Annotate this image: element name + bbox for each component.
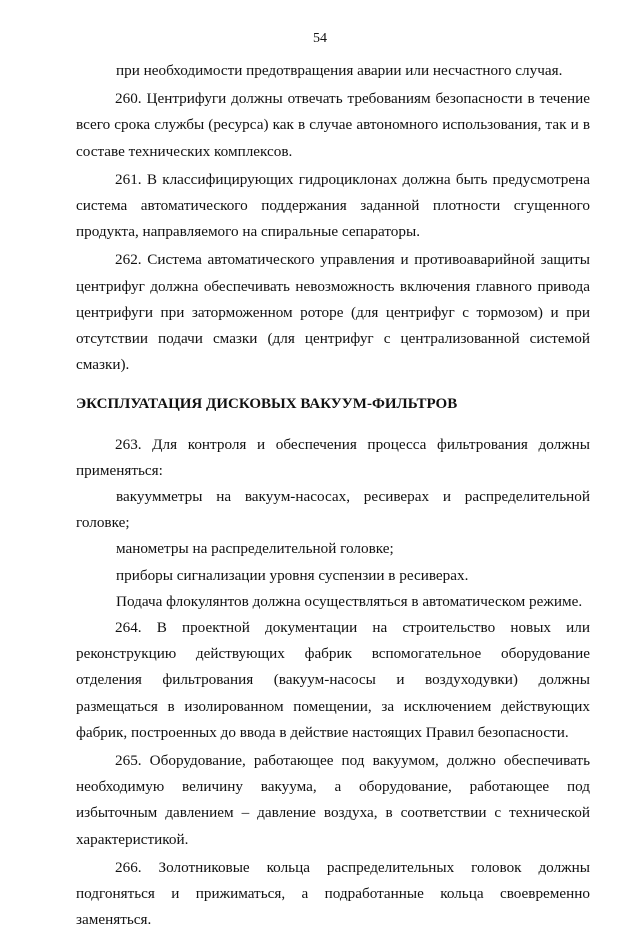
document-body bbox=[76, 58, 590, 934]
list-item-level-alarms: приборы сигнализации уровня суспензии в ресиверах. bbox=[116, 566, 469, 584]
paragraph-continuation: при необходимости предотвращения аварии или несчастного случая. bbox=[116, 62, 563, 79]
paragraph-265: 265. Оборудование, работающее под вакуумом, должно обеспечивать необходимую величину вакуума, а оборудование, работающее под избыточным давлением – давление воздуха, в соответствии с технической характеристикой. bbox=[76, 752, 590, 848]
paragraph-266: 266. Золотниковые кольца распределительных головок должны подгоняться и прижиматься, а подработанные кольца своевременно заменяться. bbox=[76, 858, 590, 929]
page-number: 54 bbox=[313, 31, 327, 46]
paragraph-263: 263. Для контроля и обеспечения процесса фильтрования должны применяться: bbox=[76, 435, 590, 479]
paragraph-flocculants: Подача флокулянтов должна осуществляться в автоматическом режиме. bbox=[116, 592, 583, 610]
paragraph-261: 261. В классифицирующих гидроциклонах должна быть предусмотрена система автоматического поддержания заданной плотности сгущенного продукта, направляемого на спиральные сепараторы. bbox=[76, 170, 590, 241]
paragraph-260: 260. Центрифуги должны отвечать требованиям безопасности в течение всего срока службы (ресурса) как в случае автономного использования, так и в составе технических комплексов. bbox=[76, 90, 590, 160]
paragraph-262: 262. Система автоматического управления и противоаварийной защиты центрифуг должна обеспечивать невозможность включения главного привода центрифуги при заторможенном роторе (для центрифуг с тормозом) и при отсутствии подачи смазки (для центрифуг с централизованной системой смазки). bbox=[76, 251, 590, 374]
paragraph-264: 264. В проектной документации на строительство новых или реконструкцию действующих фабрик вспомогательное оборудование отделения фильтрования (вакуум-насосы и воздуходувки) должны размещаться в изолированном помещении, за исключением действующих фабрик, построенных до ввода в действие настоящих Правил безопасности. bbox=[76, 619, 590, 741]
list-item-manometers: манометры на распределительной головке; bbox=[116, 540, 394, 558]
list-item-vacuum-gauges: вакуумметры на вакуум-насосах, ресиверах и распределительной головке; bbox=[76, 488, 590, 532]
section-heading: ЭКСПЛУАТАЦИЯ ДИСКОВЫХ ВАКУУМ-ФИЛЬТРОВ bbox=[76, 396, 458, 413]
